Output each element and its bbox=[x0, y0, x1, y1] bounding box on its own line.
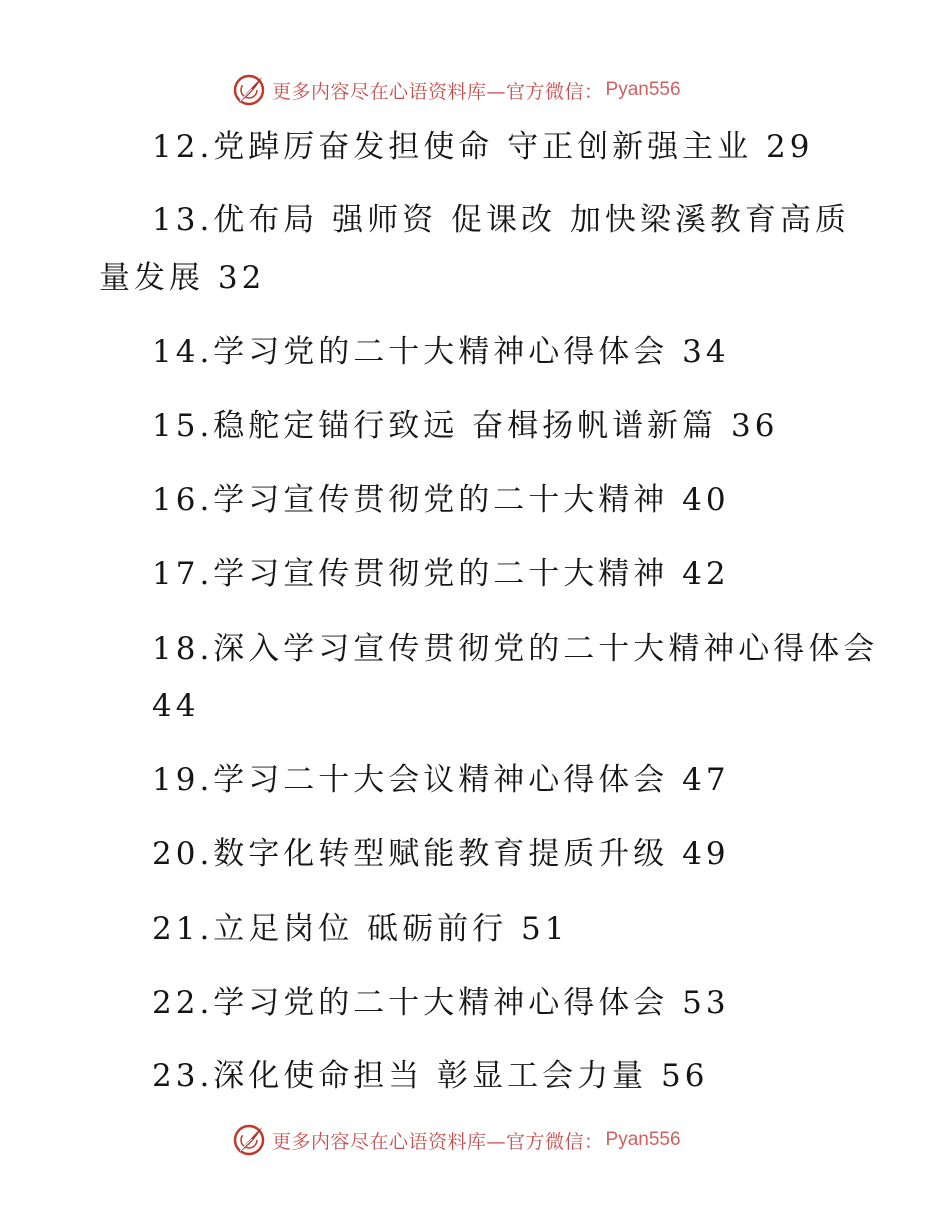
watermark-wechat-id: Pyan556 bbox=[605, 1129, 681, 1150]
toc-entry: 13.优布局 强师资 促课改 加快梁溪教育高质 bbox=[152, 202, 850, 238]
watermark-footer bbox=[232, 1122, 681, 1158]
toc-entry-continuation: 量发展 32 bbox=[99, 260, 266, 296]
toc-entry: 17.学习宣传贯彻党的二十大精神 42 bbox=[152, 556, 730, 592]
toc-entry: 15.稳舵定锚行致远 奋楫扬帆谱新篇 36 bbox=[152, 408, 779, 444]
toc-entry: 19.学习二十大会议精神心得体会 47 bbox=[152, 762, 730, 798]
toc-entry: 20.数字化转型赋能教育提质升级 49 bbox=[152, 836, 730, 872]
toc-entry: 14.学习党的二十大精神心得体会 34 bbox=[152, 334, 730, 370]
toc-entry: 18.深入学习宣传贯彻党的二十大精神心得体会 bbox=[152, 631, 879, 667]
toc-entry-continuation: 44 bbox=[152, 688, 200, 724]
toc-entry: 21.立足岗位 砥砺前行 51 bbox=[152, 911, 569, 947]
toc-entry: 16.学习宣传贯彻党的二十大精神 40 bbox=[152, 482, 730, 518]
watermark-wechat-id: Pyan556 bbox=[605, 79, 681, 100]
toc-entry: 12.党踔厉奋发担使命 守正创新强主业 29 bbox=[152, 129, 814, 165]
toc-entry: 23.深化使命担当 彰显工会力量 56 bbox=[152, 1058, 709, 1094]
toc-entry: 22.学习党的二十大精神心得体会 53 bbox=[152, 985, 730, 1021]
quill-logo-icon bbox=[232, 1123, 266, 1157]
watermark-text: 更多内容尽在心语资料库—官方微信： bbox=[272, 1130, 604, 1153]
watermark-text: 更多内容尽在心语资料库—官方微信： bbox=[272, 80, 604, 103]
